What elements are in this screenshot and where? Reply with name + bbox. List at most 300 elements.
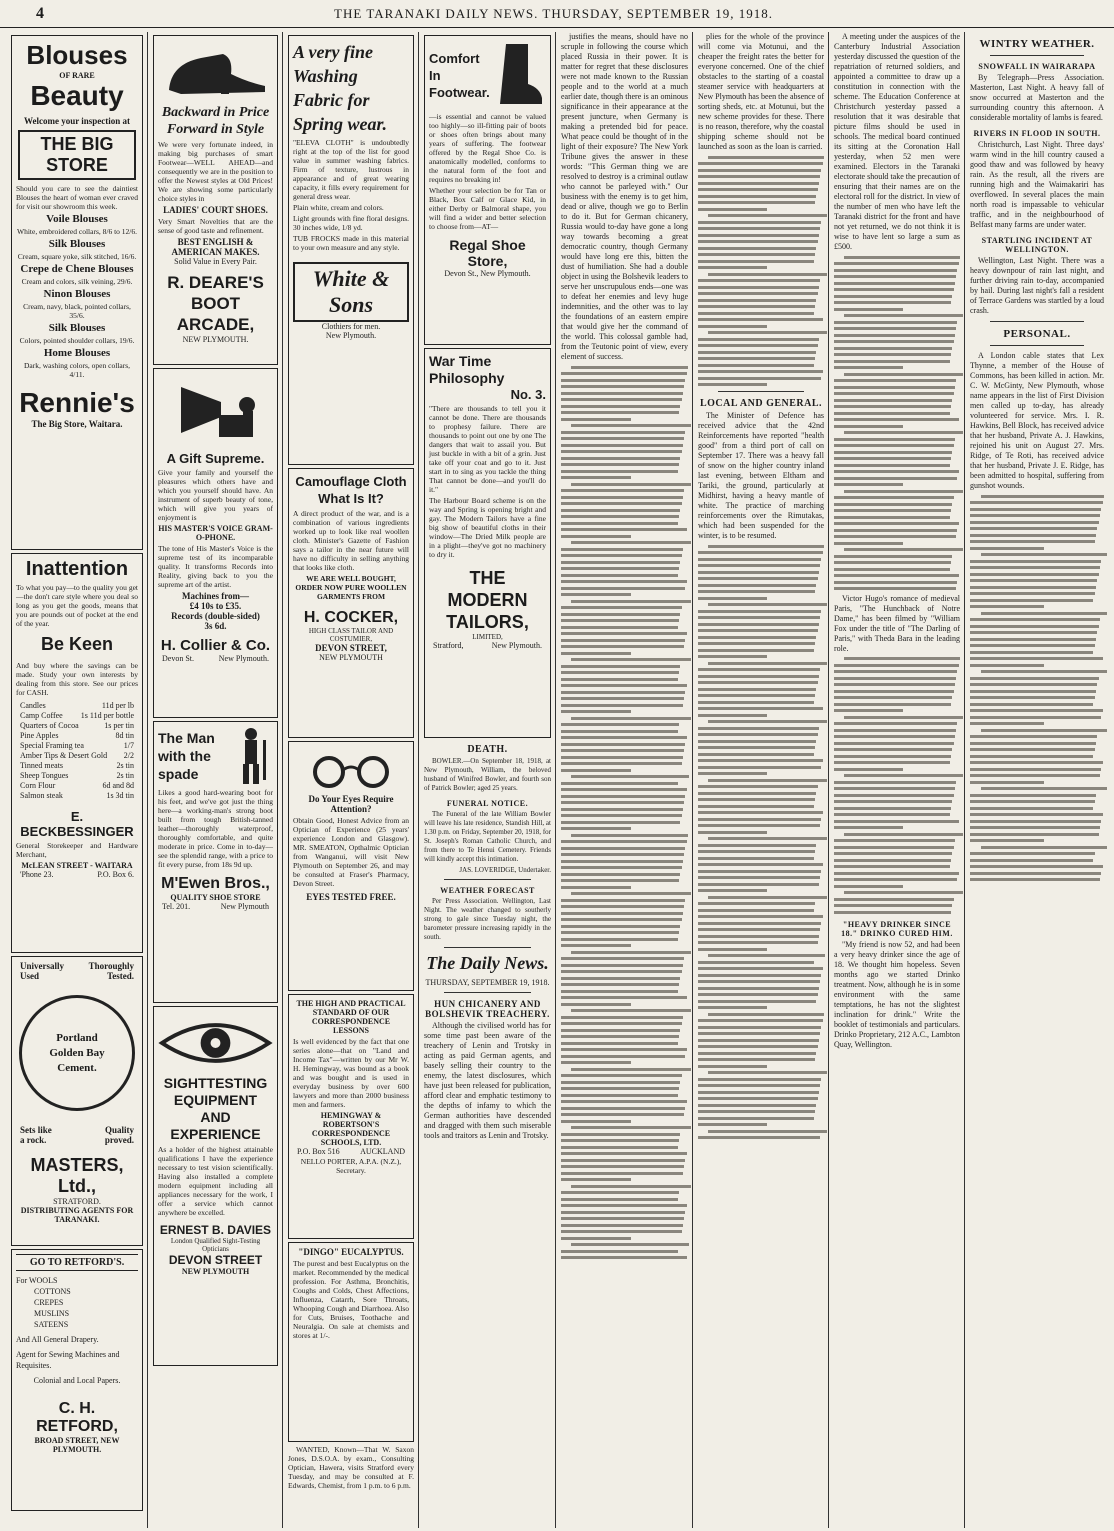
text-line — [834, 872, 959, 875]
price-item: Corn Flour — [20, 781, 56, 790]
text-line — [698, 909, 814, 912]
masthead — [0, 0, 1114, 28]
blouses-intro: Should you care to see the daintiest Blouses the heart of woman ever craved for visit our showroom this week. — [16, 184, 138, 211]
beauty-heading: Beauty — [30, 80, 124, 111]
divider — [444, 992, 531, 993]
text-line — [970, 833, 1099, 836]
text-line — [561, 1003, 631, 1006]
text-line — [698, 831, 767, 834]
text-line — [834, 269, 957, 272]
text-line — [561, 1016, 683, 1019]
text-line — [708, 1071, 827, 1074]
gramophone-name: HIS MASTER'S VOICE GRAM-O-PHONE. — [158, 524, 273, 542]
price-value: 6d and 8d — [102, 781, 134, 790]
eye-icon — [158, 1015, 273, 1071]
text-line — [698, 967, 823, 970]
regal-name: Regal Shoe Store, — [449, 237, 526, 269]
text-line — [698, 616, 820, 619]
column-rule — [964, 32, 965, 1528]
text-line — [698, 344, 818, 347]
text-line — [561, 1191, 679, 1194]
text-line — [970, 813, 1103, 816]
text-line — [970, 859, 1093, 862]
text-line — [561, 587, 685, 590]
text-line — [561, 957, 684, 960]
text-line — [834, 826, 903, 829]
collier-name: H. Collier & Co. — [160, 637, 271, 654]
text-line — [698, 162, 823, 165]
sight-body: As a holder of the highest attainable qualifications I have the experience necessary to test vision scientifically. Having also installed a complete modern equipment including all appliances necessary for the work, I offer a service which cannot anywhere be excelled. — [158, 1145, 273, 1217]
column-1 — [8, 32, 146, 1528]
text-line — [561, 873, 680, 876]
text-line — [834, 878, 957, 881]
machines-price: £4 10s to £35. — [189, 601, 242, 611]
text-line — [698, 260, 814, 263]
text-line — [970, 644, 1095, 647]
text-line — [834, 574, 959, 577]
text-line — [561, 1204, 687, 1207]
text-line — [834, 911, 951, 914]
text-line — [561, 1048, 687, 1051]
text-line — [834, 399, 952, 402]
modern-tailors-name: THE MODERN TAILORS, — [446, 568, 529, 632]
text-line — [698, 1045, 818, 1048]
cement-bottom — [16, 1125, 138, 1135]
text-line — [970, 540, 1095, 543]
merchant-phone: 'Phone 23. — [20, 870, 54, 879]
text-line — [561, 1237, 631, 1240]
cement-circle-line2: Golden Bay — [49, 1046, 105, 1059]
text-line — [561, 1165, 684, 1168]
camo-headline: Camouflage Cloth What Is It? — [295, 474, 407, 506]
text-line — [561, 762, 682, 765]
text-line — [561, 840, 687, 843]
retford-item: Agent for Sewing Machines and Requisites. — [16, 1350, 120, 1370]
modern-tailors-city: New Plymouth. — [491, 641, 542, 650]
article-text — [834, 657, 960, 914]
flood-body: Christchurch, Last Night. Three days' warm wind in the hill country caused a good thaw and was followed by heavy rain. As the result, all the rivers are running high and the Waimakariri has overflowed. In several places the main north road is impassable to vehicular traffic, and in the neighbourhood of Belfast many farms are under water. — [970, 140, 1104, 229]
text-line — [834, 379, 956, 382]
price-item: Camp Coffee — [20, 711, 63, 720]
text-line — [698, 312, 814, 315]
text-line — [698, 610, 821, 613]
gramophone-ad — [153, 368, 278, 718]
text-line — [561, 535, 631, 538]
eyes-headline: Do Your Eyes Require Attention? — [308, 794, 394, 814]
text-line — [561, 1198, 678, 1201]
boot-icon — [492, 40, 546, 110]
text-line — [698, 240, 818, 243]
rennies-logo: Rennie's — [19, 387, 135, 418]
retford-item: SATEENS — [34, 1320, 69, 1329]
text-line — [561, 671, 679, 674]
text-line — [834, 800, 952, 803]
text-line — [698, 655, 767, 658]
article-text — [970, 495, 1104, 882]
editorial-body: Although the civilised world has for some time past been aware of the treachery of Lenin and Trotsky in acting as paid German agents, and basely selling their country to the enemy, the latest disclosures, which have just been released for publication, afford clear and emphatic testimony to the depths of infamy to which the German authorities have descended and dragged with them such miserable tools and traitors as Lenin and Trotsky. — [424, 1021, 551, 1140]
collier-street: Devon St. — [162, 654, 194, 663]
camo-body: A direct product of the war, and is a combination of various ingredients worked up to look like real woollen cloth. Minister's Gazette of Fashion says a tailor in the near future will have no difficulty in selling anything that looks like cloth. — [293, 509, 409, 572]
cement-bottom-left: Sets like — [20, 1125, 52, 1135]
column-rule — [828, 32, 829, 1528]
text-line — [571, 834, 688, 837]
price-value: 2s tin — [116, 771, 134, 780]
divider — [444, 947, 531, 948]
text-line — [698, 623, 819, 626]
machines-label: Machines from— — [181, 591, 250, 601]
blouse-item-name: Home Blouses — [43, 347, 111, 359]
cement-top-left: Universally — [20, 961, 64, 971]
cement-bottom-right2: proved. — [104, 1135, 134, 1145]
gramophone-icon — [158, 377, 273, 447]
text-line — [834, 561, 951, 564]
deare-ad — [153, 35, 278, 365]
gift-body: Give your family and yourself the pleasures which others have and which you yourself should have. An instrument of superb beauty of tone, which will give you years of enjoyment is — [158, 468, 273, 522]
cement-bottom2 — [16, 1135, 138, 1145]
text-line — [698, 668, 820, 671]
news-items: A meeting under the auspices of the Canterbury Industrial Association yesterday discussed the question of the repatriation of returned soldiers, and appointed a committee to draw up a constitution in connection with the scheme. The Education Conference at Christchurch yesterday passed a resolution that it was desirable that picture films should be used in schools. The medical board continued its sitting at the Coronation Hall yesterday, when 52 men were examined. Electors in the Taranaki electorate should take the precaution of ensuring that their names are on the electoral roll for the district. In view of the number of men who have left the Taranaki district for the front and have not yet returned, we do not think it is wise to have lent so large a sum as £500. — [834, 32, 960, 251]
local-general-body: The Minister of Defence has received advice that the 42nd Reinforcements have reported "health good" from a third port of call on September 17. There was a heavy fall of snow on the higher country inland last evening, between Eltham and Tariki, the ground, particularly at Midhirst, having a heavy mantle of white. The practice of marching reinforcements over the Rimutakas, which had been suspended for the winter, is to be resumed. — [698, 411, 824, 540]
newspaper-title: THE TARANAKI DAILY NEWS. THURSDAY, SEPTEMBER 19, 1918. — [334, 5, 773, 21]
text-line — [561, 691, 685, 694]
text-line — [834, 768, 903, 771]
price-item: Amber Tips & Desert Gold — [20, 751, 108, 760]
text-line — [561, 678, 678, 681]
best-makes: BEST ENGLISH & AMERICAN MAKES. — [171, 237, 260, 257]
text-line — [698, 785, 818, 788]
text-line — [561, 723, 679, 726]
price-row — [16, 761, 138, 771]
text-line — [698, 935, 819, 938]
text-line — [834, 787, 955, 790]
price-value: 1s 11d per bottle — [80, 711, 134, 720]
text-line — [698, 993, 818, 996]
text-line — [834, 457, 951, 460]
text-line — [561, 561, 680, 564]
text-line — [970, 800, 1095, 803]
blouse-item-desc: Dark, washing colors, open collars, 4/11. — [23, 361, 130, 379]
modern-tailors-limited: LIMITED, — [472, 633, 503, 641]
war-headline: War Time Philosophy — [429, 353, 505, 386]
text-line — [698, 688, 816, 691]
text-line — [698, 597, 767, 600]
retford-item: MUSLINS — [34, 1309, 70, 1318]
text-line — [561, 554, 682, 557]
text-line — [698, 1065, 767, 1068]
regal-street: Devon St., New Plymouth. — [444, 269, 531, 278]
masters-city: STRATFORD. — [53, 1197, 101, 1206]
text-line — [698, 818, 821, 821]
text-line — [698, 642, 815, 645]
text-line — [834, 464, 950, 467]
cocker-street: DEVON STREET, — [315, 643, 387, 653]
text-line — [561, 1029, 680, 1032]
text-line — [698, 279, 820, 282]
text-line — [834, 321, 957, 324]
text-line — [708, 545, 824, 548]
cement-circle-line1: Portland — [56, 1031, 98, 1044]
white-sons-logo: White & Sons — [293, 262, 409, 322]
text-line — [561, 704, 683, 707]
text-line — [561, 749, 684, 752]
text-line — [561, 580, 687, 583]
text-line — [698, 707, 823, 710]
price-value: 2s tin — [116, 761, 134, 770]
text-line — [970, 534, 1096, 537]
price-row — [16, 711, 138, 721]
column-rule — [418, 32, 419, 1528]
text-line — [561, 1022, 682, 1025]
blouse-item-name: Silk Blouses — [48, 238, 106, 250]
text-line — [970, 566, 1100, 569]
text-line — [561, 450, 682, 453]
text-line — [698, 1123, 767, 1126]
text-line — [981, 553, 1107, 556]
text-line — [561, 899, 685, 902]
text-line — [834, 568, 950, 571]
text-line — [970, 794, 1096, 797]
price-row — [16, 721, 138, 731]
text-line — [970, 839, 1044, 842]
text-line — [834, 522, 959, 525]
text-line — [834, 496, 954, 499]
text-line — [698, 766, 821, 769]
text-line — [698, 195, 816, 198]
text-line — [708, 662, 827, 665]
text-line — [561, 379, 685, 382]
text-line — [561, 385, 684, 388]
text-line — [708, 1013, 824, 1016]
text-line — [844, 774, 963, 777]
text-line — [571, 366, 688, 369]
text-line — [834, 859, 951, 862]
text-line — [561, 1211, 685, 1214]
text-line — [561, 814, 682, 817]
divider — [990, 321, 1084, 322]
text-line — [834, 670, 957, 673]
text-line — [698, 863, 823, 866]
text-line — [698, 1117, 814, 1120]
text-line — [970, 638, 1096, 641]
comfort-header — [429, 40, 546, 110]
blouse-item-desc: Cream and colors, silk veining, 29/6. — [21, 277, 133, 286]
davies-quals: London Qualified Sight-Testing Opticians — [170, 1237, 261, 1253]
text-line — [834, 904, 952, 907]
text-line — [561, 795, 685, 798]
text-line — [970, 774, 1100, 777]
text-line — [834, 542, 903, 545]
text-line — [698, 772, 767, 775]
text-line — [561, 463, 679, 466]
text-line — [561, 431, 685, 434]
text-line — [970, 677, 1099, 680]
blouse-item-name: Voile Blouses — [46, 213, 108, 225]
retford-name: C. H. RETFORD, — [36, 1400, 118, 1435]
funeral-heading: FUNERAL NOTICE. — [446, 799, 529, 808]
text-line — [698, 915, 823, 918]
text-line — [698, 922, 821, 925]
text-line — [561, 782, 678, 785]
text-line — [834, 360, 950, 363]
text-line — [970, 709, 1103, 712]
retford-item: For WOOLS — [16, 1276, 58, 1285]
masters-name: MASTERS, Ltd., — [30, 1155, 124, 1196]
column-6 — [695, 32, 827, 1528]
personal-body: A London cable states that Lex Thynne, a member of the House of Commons, has been killed in action. Mr. C. W. McGinty, New Plymouth, whose name appears in the list of First Division men called up to-day, has already volunteered for service. Mrs. I. R. Hawkins, Bell Block, has received advice that her husband, Private A. J. Hawkins, rejoined his unit on August 27. Mrs. Ridge, of Te Roti, has received advice that her husband, Private J. E. Ridge, has been admitted to hospital, suffering from gunshot wounds. — [970, 351, 1104, 490]
text-line — [834, 386, 955, 389]
blouses-heading: Blouses — [26, 40, 128, 70]
text-line — [970, 631, 1097, 634]
text-line — [561, 964, 683, 967]
text-line — [561, 1100, 687, 1103]
text-line — [970, 696, 1095, 699]
text-line — [844, 373, 963, 376]
text-line — [571, 1009, 691, 1012]
shoe-icon — [158, 44, 273, 100]
text-line — [561, 1074, 682, 1077]
text-line — [834, 742, 954, 745]
text-line — [970, 768, 1101, 771]
text-line — [834, 392, 954, 395]
article-text — [698, 156, 824, 387]
text-line — [561, 372, 687, 375]
fabric-colors: Plain white, cream and colors. — [293, 203, 384, 212]
divider — [990, 345, 1084, 346]
text-line — [561, 418, 631, 421]
rennies-address: The Big Store, Waitara. — [31, 419, 123, 429]
text-line — [561, 405, 680, 408]
text-line — [834, 529, 957, 532]
text-line — [970, 878, 1100, 881]
snowfall-heading: SNOWFALL IN WAIRARAPA — [978, 62, 1096, 71]
personal-heading: PERSONAL. — [1003, 328, 1071, 340]
column-2 — [150, 32, 281, 1528]
snowfall-body: By Telegraph—Press Association. Masterton, Last Night. A heavy fall of snow occurred at Masterton and the surrounding country this afternoon. A considerable mortality of lambs is feared. — [970, 73, 1104, 122]
regal-ad — [424, 35, 551, 345]
text-line — [561, 502, 682, 505]
shoes-body2: Very Smart Novelties that are the sense of good taste and refinement. — [158, 217, 273, 235]
text-line — [561, 574, 678, 577]
text-line — [561, 548, 683, 551]
text-line — [834, 885, 903, 888]
text-line — [698, 1000, 816, 1003]
text-line — [561, 1159, 685, 1162]
text-line — [834, 282, 955, 285]
mewen-city: New Plymouth — [220, 902, 269, 911]
text-line — [698, 714, 767, 717]
big-store-logo: THE BIG STORE — [18, 130, 136, 180]
text-line — [561, 1139, 679, 1142]
text-line — [844, 314, 963, 317]
text-line — [834, 852, 952, 855]
text-line — [708, 1130, 827, 1133]
article-text — [698, 545, 824, 1140]
text-line — [708, 214, 827, 217]
text-line — [834, 535, 956, 538]
mewen-name: M'Ewen Bros., — [161, 875, 270, 892]
weather-text: Per Press Association. Wellington, Last Night. The weather changed to southerly strong to gale since Tuesday night, the barometer pressure increasing rapidly in the south. — [424, 897, 551, 941]
text-line — [561, 886, 631, 889]
text-line — [561, 476, 631, 479]
text-line — [561, 918, 682, 921]
text-line — [834, 477, 957, 480]
text-line — [698, 876, 820, 879]
text-line — [970, 735, 1097, 738]
text-line — [561, 593, 631, 596]
cement-top-right2: Tested. — [107, 971, 134, 981]
text-line — [834, 664, 959, 667]
column-rule — [147, 32, 148, 1528]
school-headline: THE HIGH AND PRACTICAL STANDARD OF OUR CORRESPONDENCE LESSONS — [296, 999, 406, 1035]
text-line — [561, 1120, 631, 1123]
text-line — [981, 787, 1107, 790]
column-rule — [555, 32, 556, 1528]
text-line — [561, 639, 685, 642]
price-item: Tinned meats — [20, 761, 64, 770]
text-line — [708, 954, 825, 957]
text-line — [571, 717, 690, 720]
davies-name: ERNEST B. DAVIES — [159, 1223, 272, 1237]
retford-items — [16, 1275, 138, 1386]
text-line — [970, 742, 1096, 745]
fabric-body: "ELEVA CLOTH" is undoubtedly right at the top of the list for good value in summer washing fabrics. Firm of texture, lustrous in appearance and of great wearing capacity, it fills every requirement for general dress wear. — [293, 138, 409, 201]
local-general-heading: LOCAL AND GENERAL. — [699, 398, 823, 409]
spade-header — [158, 726, 273, 786]
text-line — [834, 755, 951, 758]
text-line — [698, 629, 818, 632]
text-line — [844, 490, 963, 493]
camo-offer: WE ARE WELL BOUGHT, ORDER NOW PURE WOOLLEN GARMENTS FROM — [295, 574, 407, 601]
price-row — [16, 781, 138, 791]
cement-bottom-right: Quality — [104, 1125, 134, 1135]
text-line — [970, 781, 1044, 784]
eyes-body: Obtain Good, Honest Advice from an Optician of Experience (25 years' experience London and Glasgow). MR. SMEATON, Opthalmic Optician from Wanganui, will visit New Plymouth on September 26, and may be consulted at Fraser's Pharmacy, Devon Street. — [293, 816, 409, 888]
text-line — [561, 613, 680, 616]
death-notice: BOWLER.—On September 18, 1918, at New Plymouth, William, the beloved husband of Winifred Bowler, and fourth son of Patrick Bowler; aged 25 years. — [424, 757, 551, 792]
retford-heading: GO TO RETFORD'S. — [16, 1254, 138, 1271]
text-line — [970, 592, 1095, 595]
text-line — [698, 850, 815, 853]
cocker-ad — [288, 468, 414, 738]
text-line — [698, 305, 815, 308]
price-item: Candles — [20, 701, 46, 710]
text-line — [970, 657, 1103, 660]
text-line — [970, 748, 1095, 751]
text-line — [970, 703, 1093, 706]
text-line — [561, 392, 683, 395]
text-line — [970, 761, 1103, 764]
text-line — [561, 944, 631, 947]
solid-value: Solid Value in Every Pair. — [174, 257, 257, 266]
text-line — [970, 826, 1100, 829]
text-line — [698, 551, 823, 554]
text-line — [561, 1250, 678, 1253]
text-line — [834, 587, 956, 590]
text-line — [561, 606, 682, 609]
text-line — [698, 577, 818, 580]
text-line — [981, 495, 1104, 498]
weather-heading: WEATHER FORECAST — [440, 886, 535, 895]
text-line — [561, 1230, 682, 1233]
blouse-item — [16, 263, 138, 286]
text-line — [698, 1058, 815, 1061]
text-line — [561, 879, 679, 882]
price-row — [16, 731, 138, 741]
text-line — [561, 925, 680, 928]
text-line — [698, 175, 820, 178]
cement-bottom-left2: a rock. — [20, 1135, 47, 1145]
text-line — [834, 503, 952, 506]
